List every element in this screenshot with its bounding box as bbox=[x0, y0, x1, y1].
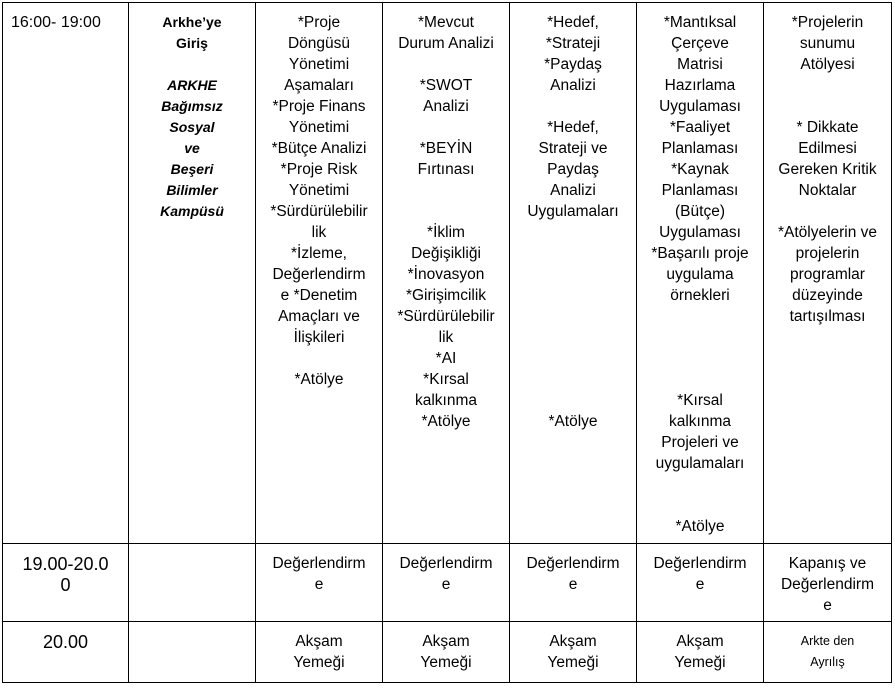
session-text: Akşam Yemeği bbox=[420, 633, 472, 671]
table-row bbox=[3, 544, 892, 622]
session-text: Değerlendirm e bbox=[272, 555, 366, 593]
session-text: Değerlendirm e bbox=[526, 555, 620, 593]
day-cell bbox=[510, 544, 637, 622]
day-cell bbox=[256, 3, 383, 544]
day-cell bbox=[637, 3, 764, 544]
session-text: Değerlendirm e bbox=[653, 555, 747, 593]
session-text: *Proje Döngüsü Yönetimi Aşamaları *Proje Finans Yönetimi *Bütçe Analizi *Proje Risk Yönetimi *Sürdürülebilir lik *İzleme, Değerlendirm e *Denetim Amaçları ve İlişkileri *Atölye bbox=[270, 14, 368, 388]
day-cell bbox=[510, 3, 637, 544]
time-label: 19.00-20.0 0 bbox=[22, 554, 109, 595]
table-row bbox=[3, 622, 892, 683]
session-text: Değerlendirm e bbox=[399, 555, 493, 593]
time-cell bbox=[3, 3, 129, 544]
session-text: Akşam Yemeği bbox=[293, 633, 345, 671]
day-cell bbox=[256, 544, 383, 622]
session-text: *Mantıksal Çerçeve Matrisi Hazırlama Uygulaması *Faaliyet Planlaması *Kaynak Planlaması (Bütçe) Uygulaması *Başarılı proje uygulama örnekleri *Kırsal kalkınma Projeleri ve uygulamaları *Atölye bbox=[651, 14, 749, 535]
time-label: 20.00 bbox=[42, 632, 89, 652]
session-text: Akşam Yemeği bbox=[547, 633, 599, 671]
table-row bbox=[3, 3, 892, 544]
time-label: 16:00- 19:00 bbox=[11, 14, 101, 31]
intro-title: Arkhe’ye Giriş bbox=[162, 14, 222, 51]
session-text: Akşam Yemeği bbox=[674, 633, 726, 671]
day-cell bbox=[383, 622, 510, 683]
day-cell bbox=[637, 544, 764, 622]
intro-cell bbox=[129, 3, 256, 544]
time-cell bbox=[3, 544, 129, 622]
empty-cell bbox=[129, 622, 256, 683]
campus-name: ARKHE Bağımsız Sosyal ve Beşeri Bilimler Kampüsü bbox=[160, 77, 224, 219]
day-cell bbox=[383, 3, 510, 544]
day-cell bbox=[510, 622, 637, 683]
time-cell bbox=[3, 622, 129, 683]
day-cell bbox=[256, 622, 383, 683]
day-cell bbox=[764, 622, 892, 683]
session-text: *Hedef, *Strateji *Paydaş Analizi *Hedef, Strateji ve Paydaş Analizi Uygulamaları *Atölye bbox=[527, 14, 619, 430]
empty-cell bbox=[129, 544, 256, 622]
session-text: Kapanış ve Değerlendirm e bbox=[780, 555, 875, 614]
session-text: *Projelerin sunumu Atölyesi * Dikkate Edilmesi Gereken Kritik Noktalar *Atölyelerin ve projelerin programlar düzeyinde tartışılması bbox=[777, 14, 878, 325]
session-text: Arkte den Ayrılış bbox=[800, 634, 855, 669]
day-cell bbox=[383, 544, 510, 622]
program-schedule-table bbox=[2, 2, 892, 683]
day-cell bbox=[637, 622, 764, 683]
session-text: *Mevcut Durum Analizi *SWOT Analizi *BEYİN Fırtınası *İklim Değişikliği *İnovasyon *Girişimcilik *Sürdürülebilir lik *AI *Kırsal kalkınma *Atölye bbox=[397, 14, 495, 430]
day-cell bbox=[764, 544, 892, 622]
day-cell bbox=[764, 3, 892, 544]
